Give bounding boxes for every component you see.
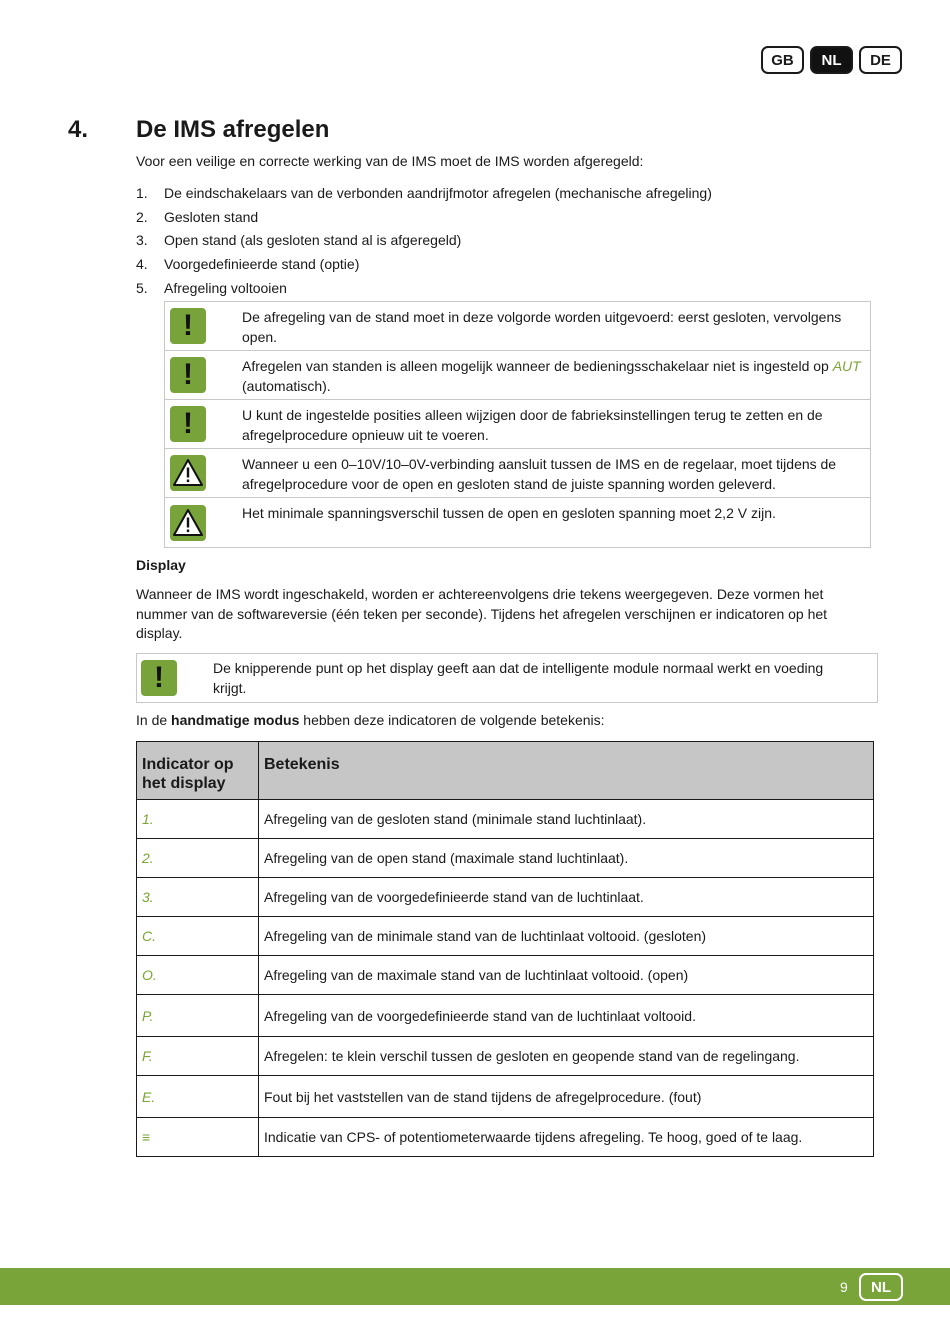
mode-line: In de handmatige modus hebben deze indicatoren de volgende betekenis: — [136, 712, 605, 728]
table-row — [137, 1037, 874, 1076]
step-number: 1. — [136, 184, 148, 201]
indicator-cell: E. — [137, 1076, 259, 1118]
meaning-cell: Afregeling van de gesloten stand (minimale stand luchtinlaat). — [259, 800, 874, 839]
meaning-cell: Afregeling van de voorgedefinieerde stand van de luchtinlaat voltooid. — [259, 995, 874, 1037]
table-row — [137, 1118, 874, 1157]
meaning-cell: Afregeling van de minimale stand van de luchtinlaat voltooid. (gesloten) — [259, 917, 874, 956]
table-row — [137, 800, 874, 839]
section-intro: Voor een veilige en correcte werking van de IMS moet de IMS worden afgeregeld: — [136, 153, 644, 169]
note-row — [165, 302, 870, 351]
indicator-cell: 2. — [137, 839, 259, 878]
column-header-indicator: Indicator op het display — [137, 742, 259, 800]
display-note — [136, 653, 878, 703]
exclamation-icon: ! — [141, 660, 177, 696]
note-text: Wanneer u een 0–10V/10–0V-verbinding aansluit tussen de IMS en de regelaar, moet tijdens de afregelprocedure voor de open en gesloten stand de juiste spanning worden geleverd. — [242, 456, 837, 492]
mode-name: handmatige modus — [171, 712, 300, 728]
warning-triangle-icon — [170, 505, 206, 541]
table-row — [137, 878, 874, 917]
meaning-cell: Afregeling van de maximale stand van de luchtinlaat voltooid. (open) — [259, 956, 874, 995]
meaning-cell: Afregelen: te klein verschil tussen de gesloten en geopende stand van de regelingang. — [259, 1037, 874, 1076]
step-text: Afregeling voltooien — [164, 280, 287, 297]
page-number: 9 — [840, 1279, 848, 1295]
notes-box — [164, 301, 871, 548]
warning-triangle-icon — [170, 455, 206, 491]
table-row — [137, 956, 874, 995]
language-tab-de[interactable]: DE — [859, 46, 902, 74]
indicator-cell: ≡ — [137, 1118, 259, 1157]
note-row — [165, 351, 870, 400]
indicator-cell: 1. — [137, 800, 259, 839]
indicator-cell: O. — [137, 956, 259, 995]
note-text: Afregelen van standen is alleen mogelijk wanneer de bedieningsschakelaar niet is ingesteld op AUT (automatisch). — [242, 358, 861, 394]
step-text: Voorgedefinieerde stand (optie) — [164, 256, 360, 273]
list-item — [136, 252, 712, 276]
step-number: 4. — [136, 256, 148, 273]
list-item — [136, 229, 712, 253]
list-item — [136, 276, 712, 300]
meaning-cell: Fout bij het vaststellen van de stand tijdens de afregelprocedure. (fout) — [259, 1076, 874, 1118]
column-header-meaning: Betekenis — [259, 742, 874, 800]
exclamation-icon: ! — [170, 357, 206, 393]
step-text: Gesloten stand — [164, 208, 259, 225]
indicator-cell: P. — [137, 995, 259, 1037]
note-text: Het minimale spanningsverschil tussen de open en gesloten spanning moet 2,2 V zijn. — [242, 505, 776, 521]
section-title: De IMS afregelen — [136, 116, 330, 143]
display-note-text: De knipperende punt op het display geeft aan dat de intelligente module normaal werkt en voeding krijgt. — [213, 660, 824, 696]
step-number: 3. — [136, 232, 148, 249]
note-text: De afregeling van de stand moet in deze volgorde worden uitgevoerd: eerst gesloten, vervolgens open. — [242, 309, 842, 345]
meaning-cell: Afregeling van de open stand (maximale stand luchtinlaat). — [259, 839, 874, 878]
step-number: 2. — [136, 208, 148, 225]
exclamation-icon: ! — [170, 406, 206, 442]
section-number: 4. — [68, 116, 89, 143]
footer-language-badge: NL — [859, 1273, 903, 1301]
list-item — [136, 181, 712, 205]
table-row — [137, 1076, 874, 1118]
footer-bar — [0, 1268, 950, 1305]
table-row — [137, 917, 874, 956]
list-item — [136, 205, 712, 229]
indicator-cell: F. — [137, 1037, 259, 1076]
language-tabs — [761, 46, 902, 74]
indicator-cell: C. — [137, 917, 259, 956]
meaning-cell: Afregeling van de voorgedefinieerde stand van de luchtinlaat. — [259, 878, 874, 917]
step-text: De eindschakelaars van de verbonden aandrijfmotor afregelen (mechanische afregeling) — [164, 184, 712, 201]
note-text: U kunt de ingestelde posities alleen wijzigen door de fabrieksinstellingen terug te zetten en de afregelprocedure opnieuw uit te voeren. — [242, 407, 823, 443]
language-tab-gb[interactable]: GB — [761, 46, 804, 74]
indicators-table — [136, 741, 874, 1157]
note-row — [165, 400, 870, 449]
aut-highlight: AUT — [832, 358, 861, 374]
step-text: Open stand (als gesloten stand al is afgeregeld) — [164, 232, 462, 249]
steps-list — [136, 181, 712, 300]
language-tab-nl[interactable]: NL — [810, 46, 853, 74]
table-row — [137, 839, 874, 878]
exclamation-icon: ! — [170, 308, 206, 344]
display-paragraph: Wanneer de IMS wordt ingeschakeld, worden er achtereenvolgens drie tekens weergegeven. Deze vormen het nummer van de softwareversie (één teken per seconde). Tijdens het afregelen verschijnen er indicatoren op het display. — [136, 586, 828, 641]
step-number: 5. — [136, 280, 148, 297]
table-header-row — [137, 742, 874, 800]
note-row — [165, 498, 870, 547]
indicator-cell: 3. — [137, 878, 259, 917]
display-heading: Display — [136, 557, 186, 573]
meaning-cell: Indicatie van CPS- of potentiometerwaarde tijdens afregeling. Te hoog, goed of te laag. — [259, 1118, 874, 1157]
note-row — [165, 449, 870, 498]
table-row — [137, 995, 874, 1037]
